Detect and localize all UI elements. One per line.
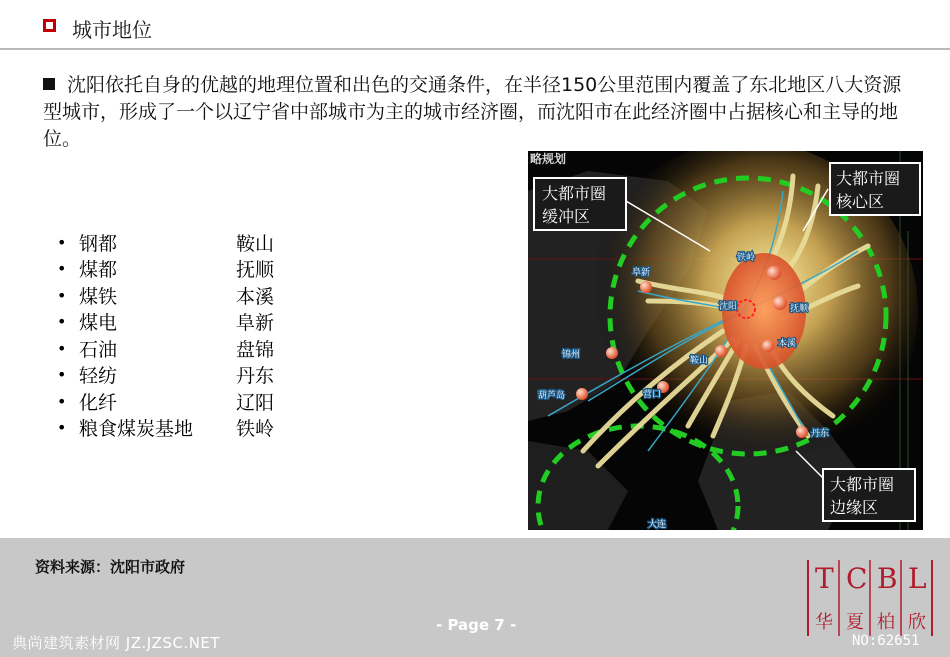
slide-title: 城市地位 [72, 18, 152, 42]
city-label: 丹东 [236, 365, 275, 388]
buffer-zone-label: 大都市圈 [542, 184, 607, 203]
slide-header [0, 0, 950, 50]
city-marker-icon [773, 296, 787, 310]
city-label-shenyang: 沈阳 [719, 302, 738, 312]
bullet-dot-icon: • [57, 391, 67, 411]
city-label-fushun: 抚顺 [790, 304, 809, 314]
logo-character: 柏 [877, 612, 895, 633]
edge-zone-label: 大都市圈 [830, 475, 895, 494]
city-marker-icon [640, 281, 652, 293]
slide-footer [0, 538, 950, 657]
bullet-dot-icon: • [57, 259, 67, 279]
city-label: 抚顺 [236, 259, 275, 282]
list-item [57, 309, 296, 336]
city-role-list [57, 229, 296, 441]
bullet-dot-icon: • [57, 312, 67, 332]
city-marker-icon [576, 388, 588, 400]
map-corner-title: 略规划 [530, 152, 567, 166]
industry-label: 煤电 [79, 312, 118, 335]
logo-letter: T [815, 562, 834, 595]
city-marker-icon [796, 426, 808, 438]
city-label-dalian: 大连 [648, 520, 667, 530]
map-graphic [528, 151, 923, 530]
metro-region-map [528, 151, 923, 530]
city-marker-icon [767, 266, 781, 280]
page-number: - Page 7 - [436, 616, 517, 634]
logo-character: 华 [815, 612, 833, 633]
city-label: 辽阳 [236, 391, 275, 414]
city-label-jinzhou: 锦州 [562, 350, 581, 360]
core-zone-label: 大都市圈 [836, 169, 901, 188]
logo-character: 欣 [908, 612, 926, 633]
callout-edge-zone [823, 469, 915, 521]
city-label: 鞍山 [236, 232, 275, 255]
list-item [57, 229, 296, 256]
industry-label: 石油 [79, 338, 118, 361]
bullet-dot-icon: • [57, 338, 67, 358]
callout-core-zone [830, 163, 920, 215]
list-item [57, 335, 296, 362]
bullet-dot-icon: • [57, 285, 67, 305]
city-label-benxi: 本溪 [778, 339, 797, 349]
title-square-icon [43, 19, 56, 32]
header-divider [0, 48, 950, 50]
city-label: 盘锦 [236, 338, 275, 361]
city-marker-icon [606, 347, 618, 359]
list-item [57, 415, 296, 442]
city-label-fuxin: 阜新 [632, 268, 651, 278]
list-item [57, 362, 296, 389]
site-watermark: 典尚建筑素材网 JZ.JZSC.NET [12, 634, 221, 652]
bullet-square-icon [43, 78, 55, 90]
edge-zone-label: 边缘区 [830, 498, 879, 517]
industry-label: 轻纺 [79, 365, 118, 388]
bullet-dot-icon: • [57, 365, 67, 385]
logo-letter: C [846, 562, 868, 595]
industry-label: 煤铁 [79, 285, 118, 308]
image-number-watermark: NO:62651 [852, 633, 920, 649]
industry-label: 钢都 [79, 232, 118, 255]
city-label-yingkou: 营口 [643, 390, 662, 400]
list-item [57, 256, 296, 283]
industry-label: 化纤 [79, 391, 118, 414]
industry-label: 粮食煤炭基地 [79, 418, 194, 441]
buffer-zone-label: 缓冲区 [542, 207, 591, 226]
city-label-tieling: 铁岭 [737, 253, 756, 263]
logo-letter: B [877, 562, 898, 595]
tcbl-logo [806, 558, 936, 638]
city-marker-icon [762, 340, 774, 352]
list-item [57, 282, 296, 309]
city-label: 阜新 [236, 312, 275, 335]
city-label-anshan: 鞍山 [690, 356, 709, 366]
city-label-dandong: 丹东 [811, 429, 830, 439]
industry-label: 煤都 [79, 259, 118, 282]
intro-paragraph [43, 72, 913, 153]
logo-letter: L [908, 562, 927, 595]
intro-text: 沈阳依托自身的优越的地理位置和出色的交通条件，在半径150公里范围内覆盖了东北地区八大资源型城市，形成了一个以辽宁省中部城市为主的城市经济圈，而沈阳市在此经济圈中占据核心和主导的地位。 [43, 74, 902, 150]
city-marker-icon [715, 345, 727, 357]
city-label-huludao: 葫芦岛 [538, 391, 566, 401]
logo-character: 夏 [846, 612, 864, 633]
callout-buffer-zone [534, 178, 626, 230]
city-label: 铁岭 [236, 418, 275, 441]
bullet-dot-icon: • [57, 232, 67, 252]
core-zone-label: 核心区 [836, 192, 885, 211]
bullet-dot-icon: • [57, 418, 67, 438]
list-item [57, 388, 296, 415]
city-label: 本溪 [236, 285, 275, 308]
source-note: 资料来源：沈阳市政府 [35, 558, 186, 576]
